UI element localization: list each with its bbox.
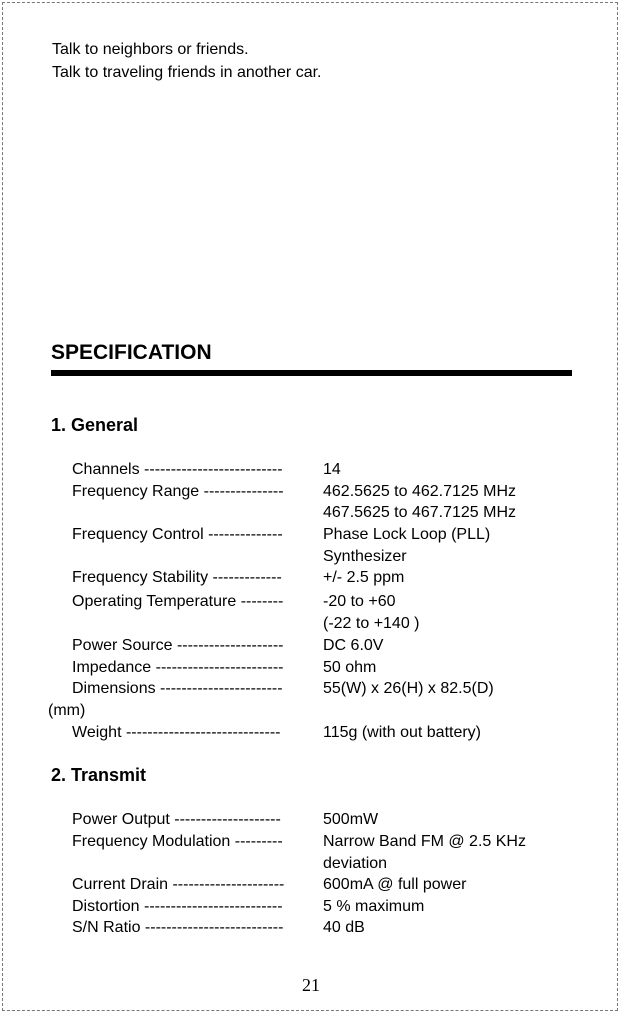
intro-line-2: Talk to traveling friends in another car. bbox=[52, 64, 322, 81]
spec-label: Channels -------------------------- bbox=[72, 461, 283, 478]
intro-line-1: Talk to neighbors or friends. bbox=[52, 41, 249, 58]
spec-value: Phase Lock Loop (PLL) bbox=[323, 526, 491, 543]
spec-value: 115g (with out battery) bbox=[323, 724, 482, 741]
spec-value: 40 dB bbox=[323, 919, 365, 936]
spec-value: 55(W) x 26(H) x 82.5(D) bbox=[323, 680, 494, 697]
spec-value: 600mA @ full power bbox=[323, 876, 467, 893]
spec-label: Frequency Modulation --------- bbox=[72, 833, 283, 850]
spec-label: Frequency Control -------------- bbox=[72, 526, 283, 543]
section-general-title: 1. General bbox=[51, 415, 139, 435]
spec-label: Impedance ------------------------ bbox=[72, 659, 284, 676]
spec-value: Narrow Band FM @ 2.5 KHz bbox=[323, 833, 526, 850]
spec-value: 462.5625 to 462.7125 MHz bbox=[323, 483, 517, 500]
section-transmit-title: 2. Transmit bbox=[51, 765, 147, 785]
spec-label: Frequency Range --------------- bbox=[72, 483, 284, 500]
spec-value: 50 ohm bbox=[323, 659, 377, 676]
page-border bbox=[2, 2, 618, 1011]
spec-value: DC 6.0V bbox=[323, 637, 384, 654]
page-number: 21 bbox=[302, 975, 320, 995]
spec-label: Power Source -------------------- bbox=[72, 637, 284, 654]
spec-label: S/N Ratio -------------------------- bbox=[72, 919, 284, 936]
spec-label: Distortion -------------------------- bbox=[72, 898, 283, 915]
spec-value: 5 % maximum bbox=[323, 898, 425, 915]
spec-label: Operating Temperature -------- bbox=[72, 593, 284, 610]
spec-value: 467.5625 to 467.7125 MHz bbox=[323, 504, 517, 521]
spec-value: 14 bbox=[323, 461, 341, 478]
spec-value: (-22 to +140 ) bbox=[323, 615, 420, 632]
spec-label: Dimensions ----------------------- bbox=[72, 680, 283, 697]
spec-value: deviation bbox=[323, 855, 388, 872]
spec-label-wrap: (mm) bbox=[48, 702, 86, 719]
spec-label: Power Output -------------------- bbox=[72, 811, 281, 828]
spec-label: Frequency Stability ------------- bbox=[72, 569, 282, 586]
spec-label: Current Drain --------------------- bbox=[72, 876, 285, 893]
spec-value: Synthesizer bbox=[323, 548, 407, 565]
spec-value: -20 to +60 bbox=[323, 593, 396, 610]
heading-rule bbox=[51, 370, 572, 376]
spec-value: +/- 2.5 ppm bbox=[323, 569, 405, 586]
spec-value: 500mW bbox=[323, 811, 379, 828]
spec-label: Weight ----------------------------- bbox=[72, 724, 281, 741]
specification-heading: SPECIFICATION bbox=[51, 341, 212, 364]
